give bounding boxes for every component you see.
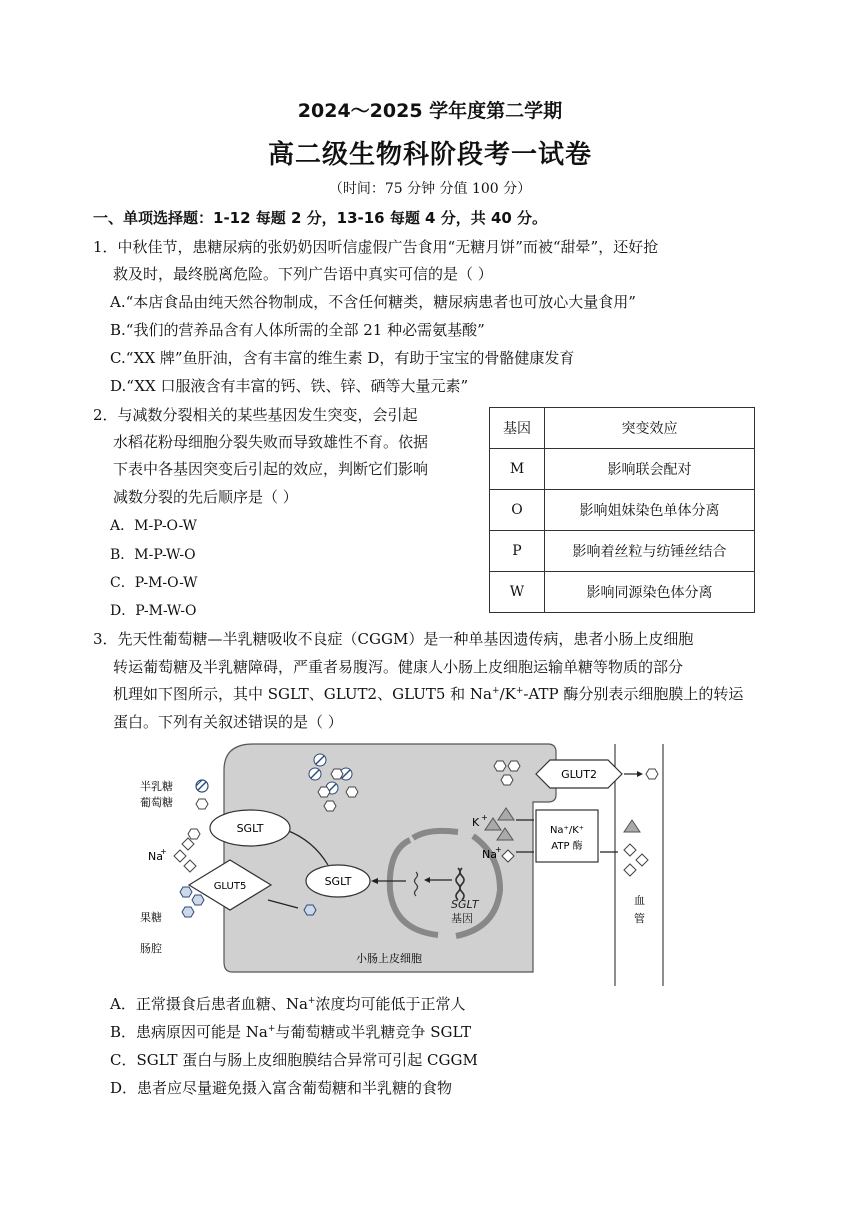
na-ion bbox=[174, 850, 186, 862]
atpase-label-line2: ATP 酶 bbox=[551, 841, 583, 852]
label-blood-1: 血 bbox=[634, 894, 645, 907]
exam-title: 高二级生物科阶段考一试卷 bbox=[267, 140, 592, 170]
q3-option-c: C．SGLT 蛋白与肠上皮细胞膜结合异常可引起 CGGM bbox=[110, 1051, 478, 1069]
q3-option-a-part2: 浓度均可能低于正常人 bbox=[315, 995, 466, 1013]
na-ion bbox=[184, 860, 196, 872]
label-cell: 小肠上皮细胞 bbox=[356, 952, 422, 965]
table-cell-effect: 影响联会配对 bbox=[545, 449, 755, 490]
glut5-label: GLUT5 bbox=[213, 881, 247, 892]
q1-option-d: D.“XX 口服液含有丰富的钙、铁、锌、硒等大量元素” bbox=[110, 377, 469, 395]
table-cell-gene: P bbox=[490, 531, 545, 572]
table-cell-effect: 影响着丝粒与纺锤丝结合 bbox=[545, 531, 755, 572]
q1-stem-line2: 救及时，最终脱离危险。下列广告语中真实可信的是（ ） bbox=[113, 265, 493, 283]
q3-stem-line3-part2: /K bbox=[499, 685, 516, 703]
table-cell-gene: W bbox=[490, 572, 545, 613]
q1-stem-line1: 1．中秋佳节，患糖尿病的张奶奶因听信虚假广告食用“无糖月饼”而被“甜晕”，还好抢 bbox=[93, 238, 659, 256]
table-row bbox=[490, 490, 755, 531]
fructose-molecule bbox=[180, 887, 192, 897]
glucose-molecule bbox=[501, 775, 513, 785]
na-k-atpase bbox=[536, 810, 598, 862]
arrow-head bbox=[637, 771, 643, 777]
q1-option-a: A.“本店食品由纯天然谷物制成，不含任何糖类，糖尿病患者也可放心大量食用” bbox=[110, 293, 636, 311]
q2-option-b: B．M-P-W-O bbox=[110, 547, 196, 563]
label-blood-2: 管 bbox=[634, 912, 645, 925]
galactose-molecule bbox=[314, 754, 326, 766]
na-ion bbox=[636, 854, 648, 866]
na-ion bbox=[624, 844, 636, 856]
exam-time-score: （时间：75 分钟 分值 100 分） bbox=[328, 181, 532, 197]
galactose-molecule bbox=[196, 780, 208, 792]
q1-option-c: C.“XX 牌”鱼肝油，含有丰富的维生素 D，有助于宝宝的骨骼健康发育 bbox=[110, 349, 575, 367]
q3-stem-line3 bbox=[113, 683, 743, 704]
q3-option-b-part2: 与葡萄糖或半乳糖竞争 SGLT bbox=[275, 1023, 472, 1041]
mutation-effect-table bbox=[489, 407, 755, 613]
superscript: + bbox=[492, 686, 500, 696]
label-galactose: 半乳糖 bbox=[140, 780, 173, 793]
superscript: + bbox=[160, 847, 167, 856]
table-cell-effect: 影响同源染色体分离 bbox=[545, 572, 755, 613]
section-heading: 一、单项选择题：1-12 每题 2 分，13-16 每题 4 分，共 40 分。 bbox=[93, 209, 548, 227]
q3-option-a bbox=[110, 993, 465, 1014]
gene-label-sglt: SGLT bbox=[451, 898, 479, 911]
table-row bbox=[490, 531, 755, 572]
q3-option-b-part1: B．患病原因可能是 Na bbox=[110, 1023, 268, 1041]
glucose-molecule bbox=[508, 761, 520, 771]
q3-stem-line3-part1: 机理如下图所示，其中 SGLT、GLUT2、GLUT5 和 Na bbox=[113, 685, 493, 703]
q2-stem-line4: 减数分裂的先后顺序是（ ） bbox=[113, 488, 298, 506]
q2-stem-line1: 2．与减数分裂相关的某些基因发生突变，会引起 bbox=[93, 406, 418, 424]
sglt-label-membrane: SGLT bbox=[236, 822, 264, 835]
table-row bbox=[490, 449, 755, 490]
fructose-molecule bbox=[304, 905, 316, 915]
label-na-lumen: Na bbox=[148, 850, 163, 863]
label-glucose: 葡萄糖 bbox=[140, 796, 173, 809]
na-ion bbox=[182, 838, 194, 850]
glucose-molecule bbox=[196, 799, 208, 809]
fructose-molecule bbox=[192, 895, 204, 905]
table-header-gene: 基因 bbox=[490, 408, 545, 449]
q2-option-c: C．P-M-O-W bbox=[110, 575, 198, 591]
glut2-label: GLUT2 bbox=[561, 768, 597, 781]
q2-option-d: D．P-M-W-O bbox=[110, 603, 197, 619]
glucose-molecule bbox=[318, 787, 330, 797]
superscript: + bbox=[495, 845, 502, 854]
q2-stem-line3: 下表中各基因突变后引起的效应，判断它们影响 bbox=[113, 460, 429, 478]
glucose-molecule bbox=[494, 761, 506, 771]
superscript: + bbox=[481, 813, 488, 822]
exam-year-title: 2024～2025 学年度第二学期 bbox=[297, 100, 563, 122]
superscript: + bbox=[307, 996, 316, 1006]
fructose-molecule bbox=[182, 907, 194, 917]
label-na-cell: Na bbox=[482, 848, 497, 861]
glucose-molecule bbox=[346, 787, 358, 797]
table-header-row bbox=[490, 408, 755, 449]
table-row bbox=[490, 572, 755, 613]
sglt-label-cytoplasm: SGLT bbox=[324, 875, 352, 888]
atpase-label-line1: Na⁺/K⁺ bbox=[549, 825, 585, 836]
table-cell-effect: 影响姐妹染色单体分离 bbox=[545, 490, 755, 531]
q2-stem-line2: 水稻花粉母细胞分裂失败而导致雄性不育。依据 bbox=[113, 433, 429, 451]
q3-option-a-part1: A．正常摄食后患者血糖、Na bbox=[110, 995, 308, 1013]
q3-option-d: D．患者应尽量避免摄入富含葡萄糖和半乳糖的食物 bbox=[110, 1079, 453, 1097]
table-cell-gene: M bbox=[490, 449, 545, 490]
q3-option-b bbox=[110, 1021, 471, 1042]
glucose-molecule bbox=[646, 769, 658, 779]
q2-option-a: A．M-P-O-W bbox=[110, 518, 197, 534]
sugar-transport-diagram bbox=[138, 740, 672, 988]
galactose-molecule bbox=[309, 768, 321, 780]
glucose-molecule bbox=[324, 801, 336, 811]
gene-label: 基因 bbox=[451, 912, 473, 925]
label-lumen: 肠腔 bbox=[140, 942, 162, 955]
table-header-effect: 突变效应 bbox=[545, 408, 755, 449]
q1-option-b: B.“我们的营养品含有人体所需的全部 21 种必需氨基酸” bbox=[110, 321, 485, 339]
label-k: K bbox=[472, 816, 480, 829]
label-fructose: 果糖 bbox=[140, 911, 162, 924]
glucose-molecule bbox=[331, 769, 343, 779]
superscript: + bbox=[267, 1024, 276, 1034]
q3-stem-line2: 转运葡萄糖及半乳糖障碍，严重者易腹泻。健康人小肠上皮细胞运输单糖等物质的部分 bbox=[113, 658, 684, 676]
superscript: + bbox=[515, 686, 524, 696]
q3-stem-line3-part3: -ATP 酶分别表示细胞膜上的转运 bbox=[523, 685, 744, 703]
q3-stem-line4: 蛋白。下列有关叙述错误的是（ ） bbox=[113, 713, 343, 731]
na-ion bbox=[624, 864, 636, 876]
q3-stem-line1: 3．先天性葡萄糖—半乳糖吸收不良症（CGGM）是一种单基因遗传病，患者小肠上皮细胞 bbox=[93, 630, 694, 648]
glucose-molecule bbox=[188, 829, 200, 839]
table-cell-gene: O bbox=[490, 490, 545, 531]
k-ion bbox=[624, 820, 640, 832]
